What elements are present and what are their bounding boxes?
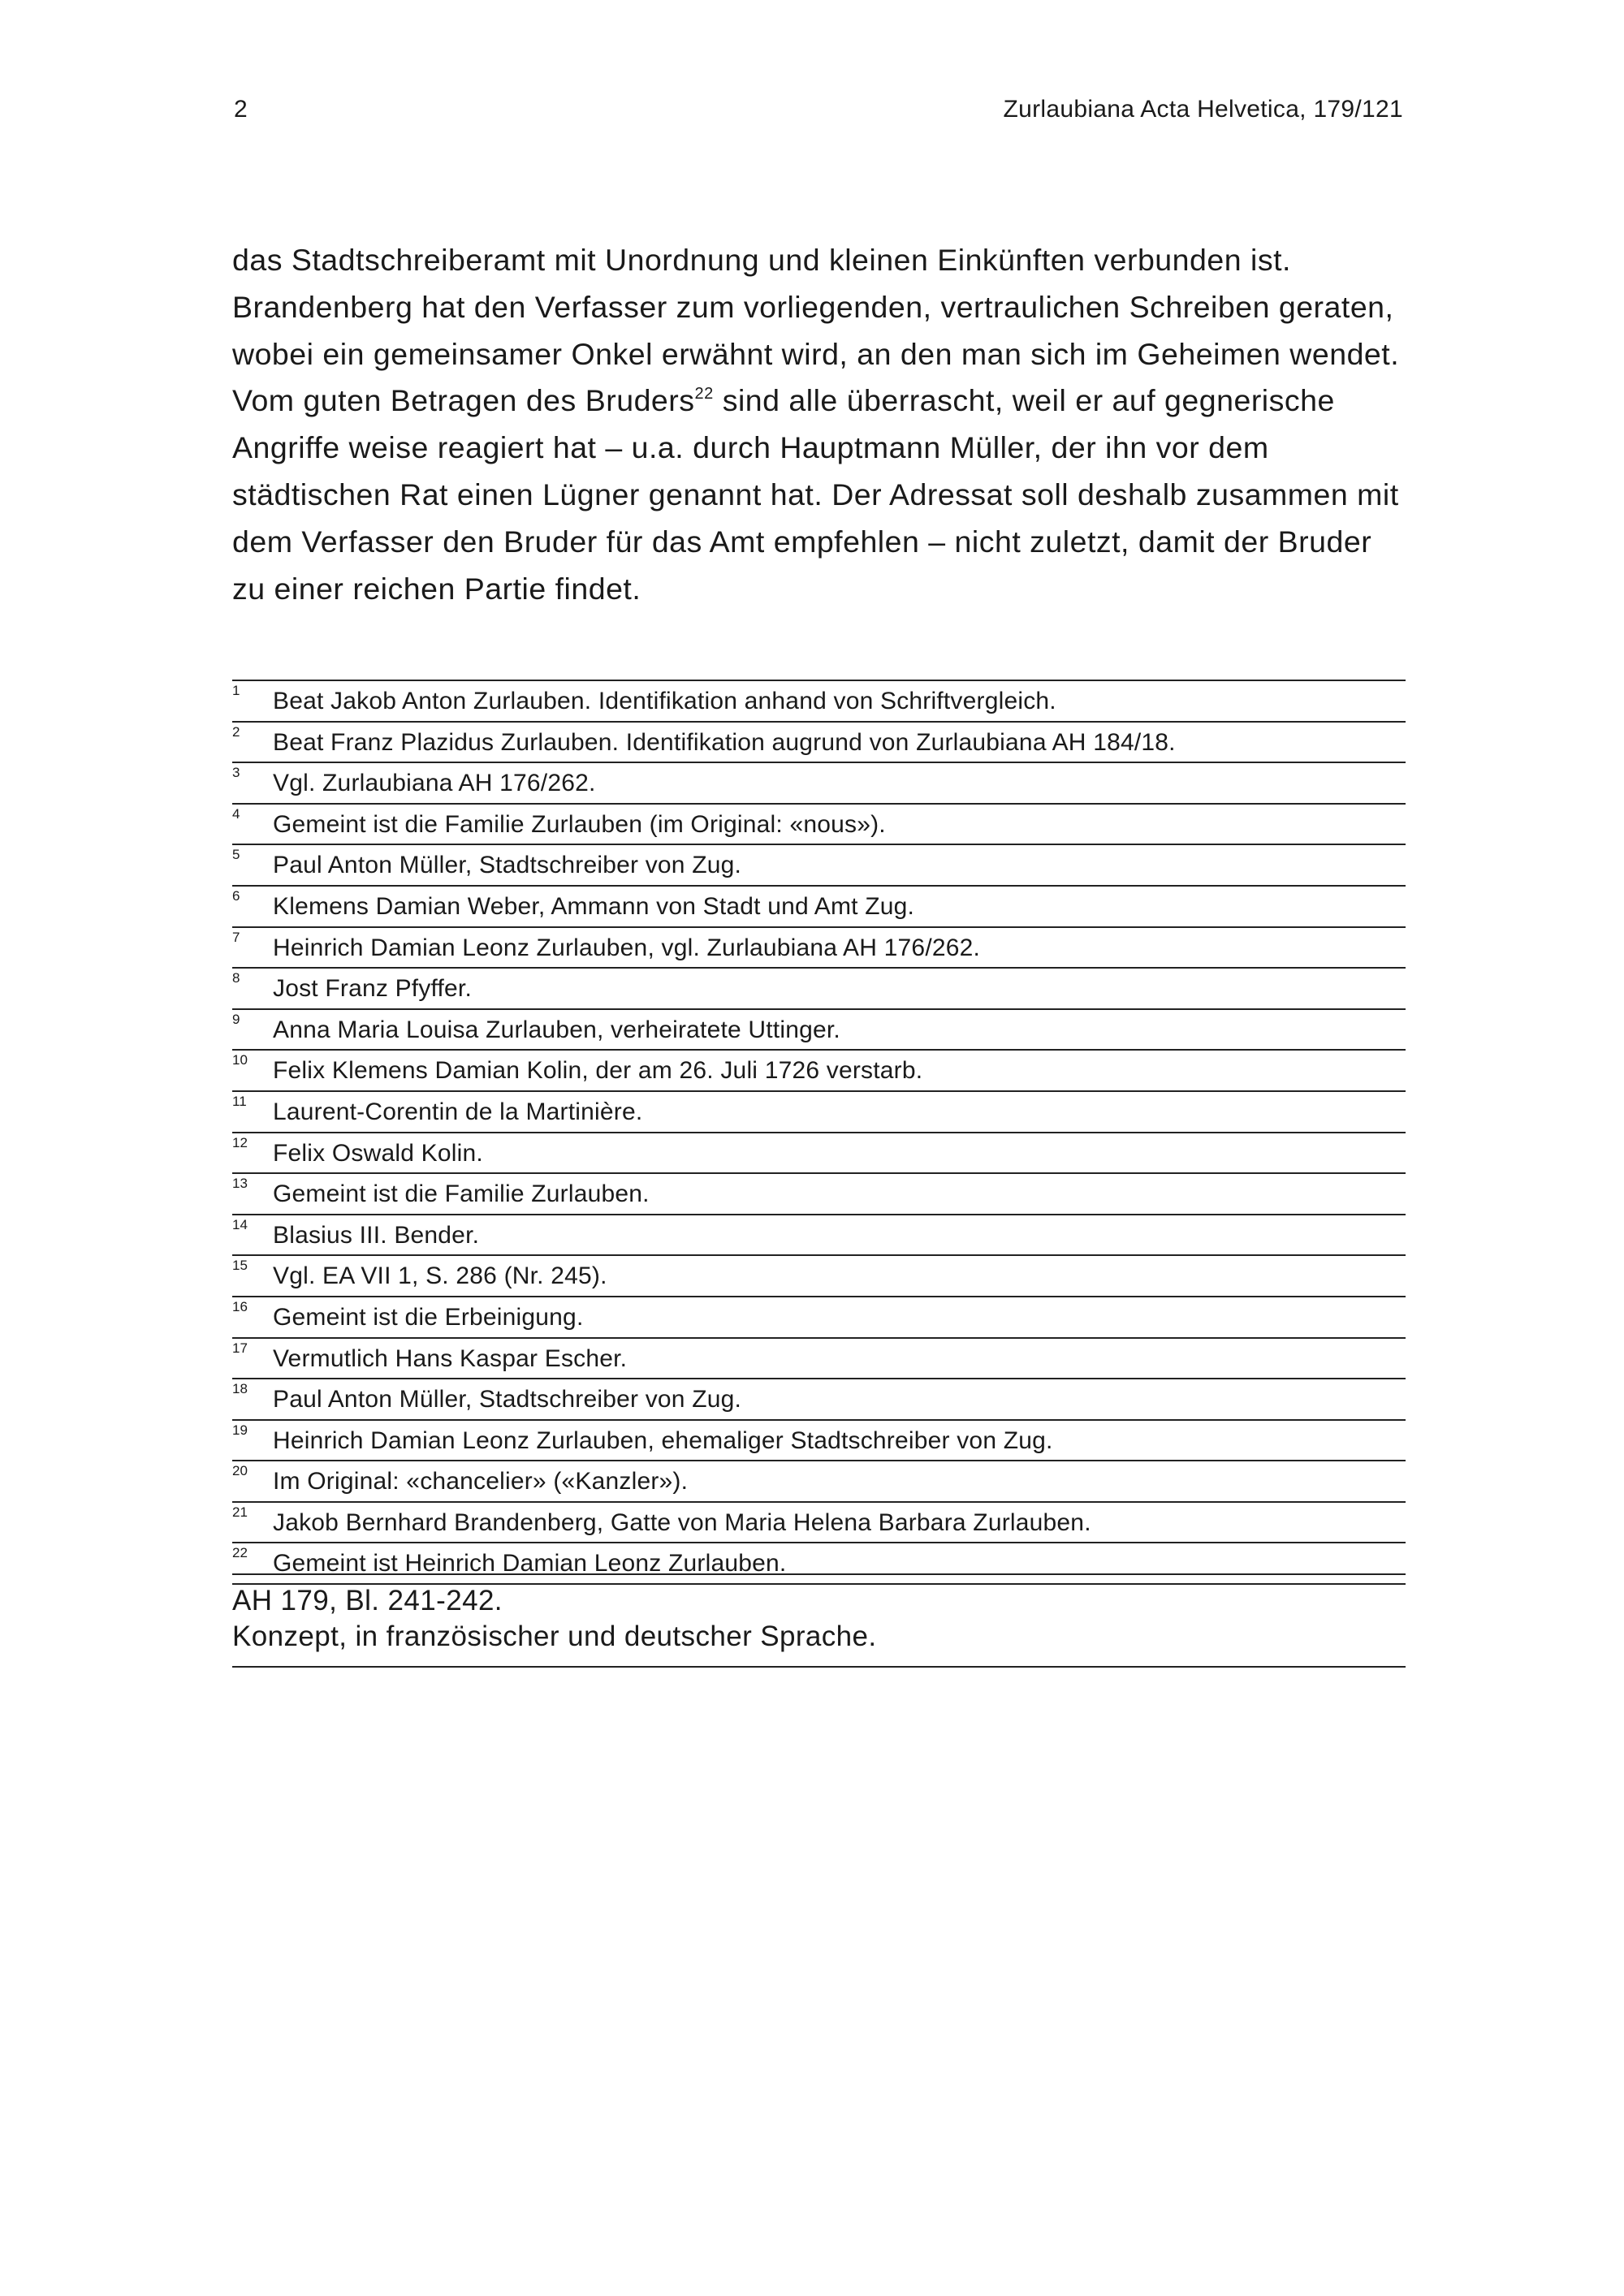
footnote-row (232, 681, 1406, 723)
footnotes-list (232, 680, 1406, 1585)
footnote-row (232, 1339, 1406, 1380)
footnote-text: Felix Klemens Damian Kolin, der am 26. Juli 1726 verstarb. (273, 1057, 923, 1085)
footnote-row (232, 1297, 1406, 1339)
footnote-row (232, 845, 1406, 887)
footnote-number: 13 (232, 1176, 248, 1192)
footnote-row (232, 1461, 1406, 1503)
footnote-text: Vgl. EA VII 1, S. 286 (Nr. 245). (273, 1262, 607, 1290)
footnote-row (232, 1421, 1406, 1462)
footnote-text: Gemeint ist die Familie Zurlauben. (273, 1180, 650, 1208)
footnote-number: 16 (232, 1298, 248, 1314)
page-number: 2 (234, 96, 248, 123)
footnote-row (232, 887, 1406, 928)
footnote-text: Heinrich Damian Leonz Zurlauben, ehemaliger Stadtschreiber von Zug. (273, 1426, 1053, 1454)
summary-text (232, 237, 1410, 612)
footnote-number: 17 (232, 1340, 248, 1356)
footnote-row (232, 1379, 1406, 1421)
footnote-number: 6 (232, 887, 240, 904)
footnote-number: 2 (232, 723, 240, 740)
footnote-row (232, 1051, 1406, 1092)
footnote-row (232, 1010, 1406, 1051)
footnote-text: Im Original: «chancelier» («Kanzler»). (273, 1468, 689, 1495)
footnote-row (232, 928, 1406, 969)
footnote-text: Heinrich Damian Leonz Zurlauben, vgl. Zurlaubiana AH 176/262. (273, 934, 981, 961)
running-head: Zurlaubiana Acta Helvetica, 179/121 (1003, 96, 1403, 123)
footnote-text: Gemeint ist Heinrich Damian Leonz Zurlauben. (273, 1550, 787, 1577)
footnote-number: 15 (232, 1258, 248, 1274)
footnote-text: Blasius III. Bender. (273, 1221, 480, 1249)
footnote-row (232, 723, 1406, 764)
source-block (232, 1573, 1406, 1668)
footnote-row (232, 1503, 1406, 1544)
footnote-text: Gemeint ist die Erbeinigung. (273, 1303, 584, 1331)
footnote-number: 8 (232, 970, 240, 986)
footnote-number: 21 (232, 1504, 248, 1520)
summary-before-note: das Stadtschreiberamt mit Unordnung und kleinen Einkünften verbunden ist. Brandenberg hat den Verfasser zum vorliegenden, vertraulichen Schreiben geraten, wobei ein gemeinsamer Onkel erwähnt wird, an den man sich im Geheimen wendet. Vom guten Betragen des Bruders (232, 243, 1400, 418)
summary-after-note: sind alle überrascht, weil er auf gegnerische Angriffe weise reagiert hat – u.a. durch Hauptmann Müller, der ihn vor dem städtischen Rat einen Lügner genannt hat. Der Adressat soll deshalb zusammen mit dem Verfasser den Bruder für das Amt empfehlen – nicht zuletzt, damit der Bruder zu einer reichen Partie findet. (232, 383, 1399, 606)
footnote-text: Jost Franz Pfyffer. (273, 975, 473, 1003)
footnote-text: Jakob Bernhard Brandenberg, Gatte von Maria Helena Barbara Zurlauben. (273, 1508, 1091, 1536)
footnote-number: 19 (232, 1422, 248, 1438)
footnote-text: Beat Franz Plazidus Zurlauben. Identifikation augrund von Zurlaubiana AH 184/18. (273, 728, 1176, 756)
footnote-row (232, 805, 1406, 846)
footnote-row (232, 1174, 1406, 1215)
footnote-number: 12 (232, 1134, 248, 1150)
source-description: Konzept, in französischer und deutscher Sprache. (232, 1621, 877, 1652)
footnote-number: 10 (232, 1052, 248, 1068)
footnote-row (232, 1092, 1406, 1133)
footnote-number: 18 (232, 1381, 248, 1397)
footnote-number: 7 (232, 929, 240, 945)
source-signature: AH 179, Bl. 241-242. (232, 1585, 503, 1616)
footnote-text: Laurent-Corentin de la Martinière. (273, 1098, 643, 1125)
footnote-text: Beat Jakob Anton Zurlauben. Identifikation anhand von Schriftvergleich. (273, 688, 1056, 714)
footnote-text: Vgl. Zurlaubiana AH 176/262. (273, 770, 596, 797)
footnote-text: Felix Oswald Kolin. (273, 1139, 483, 1167)
footnote-text: Klemens Damian Weber, Ammann von Stadt und Amt Zug. (273, 892, 915, 920)
footnote-text: Anna Maria Louisa Zurlauben, verheiratete Uttinger. (273, 1016, 840, 1043)
footnote-text: Gemeint ist die Familie Zurlauben (im Original: «nous»). (273, 810, 886, 838)
footnote-text: Paul Anton Müller, Stadtschreiber von Zug. (273, 1386, 742, 1413)
footnote-number: 5 (232, 847, 240, 863)
footnote-number: 1 (232, 683, 240, 698)
footnote-text: Vermutlich Hans Kaspar Escher. (273, 1344, 628, 1372)
footnote-row (232, 1215, 1406, 1257)
footnote-number: 14 (232, 1216, 248, 1232)
footnote-row (232, 969, 1406, 1010)
footnote-row (232, 1133, 1406, 1175)
footnote-number: 3 (232, 765, 240, 781)
footnote-number: 20 (232, 1463, 248, 1479)
footnote-row (232, 763, 1406, 805)
footnote-reference: 22 (694, 385, 714, 404)
footnote-number: 4 (232, 805, 240, 822)
summary-paragraph (232, 237, 1410, 612)
footnote-number: 11 (232, 1093, 247, 1109)
footnote-row (232, 1256, 1406, 1297)
footnote-number: 22 (232, 1545, 248, 1561)
footnote-number: 9 (232, 1011, 240, 1027)
footnote-text: Paul Anton Müller, Stadtschreiber von Zug. (273, 852, 742, 879)
